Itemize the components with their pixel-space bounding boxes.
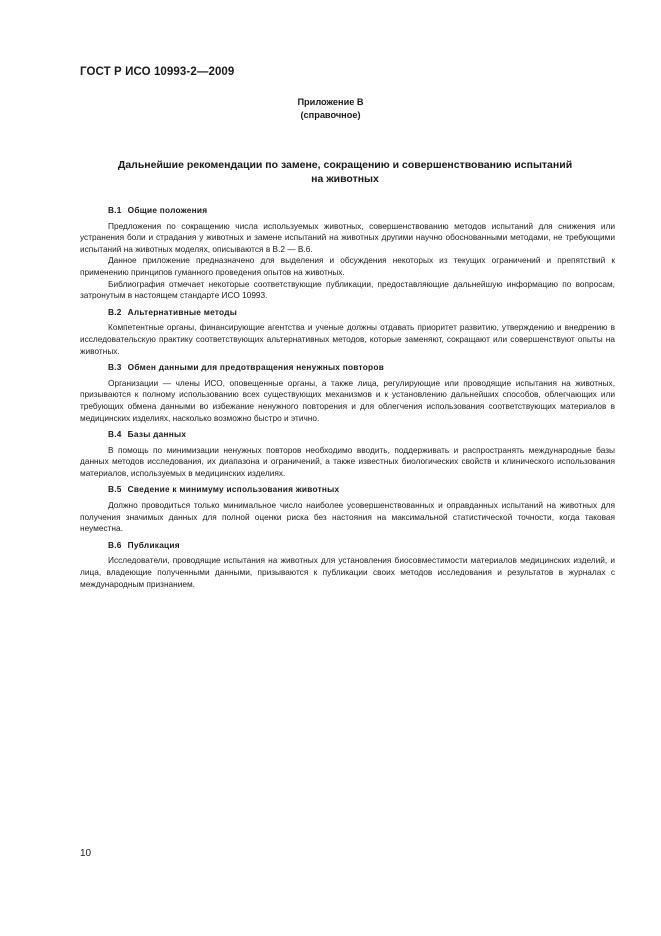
main-title-line-2: на животных — [311, 173, 379, 185]
section-number: В.5 — [108, 484, 122, 495]
section-number: В.6 — [108, 539, 122, 550]
page-number: 10 — [80, 848, 92, 859]
section-b4 — [80, 429, 615, 479]
section-number: В.1 — [108, 205, 122, 215]
page-header: ГОСТ Р ИСО 10993-2—2009 — [80, 66, 235, 78]
section-title-text: Базы данных — [127, 429, 187, 440]
annex-type: (справочное) — [300, 110, 361, 120]
section-title — [80, 362, 615, 374]
paragraph: Должно проводиться только минимальное число наиболее усовершенствованных и оправданных испытаний на животных для получения значимых данных для полной оценки риска без настояния на максимальной статистической точности, когда таковая неуместна. — [80, 500, 615, 534]
body-content — [80, 205, 615, 595]
section-title-text: Сведение к минимуму использования животных — [127, 484, 340, 495]
section-title — [80, 429, 615, 441]
main-title-line-1: Дальнейшие рекомендации по замене, сокращению и совершенствованию испытаний — [117, 159, 573, 171]
section-b1 — [80, 205, 615, 302]
section-title-text: Общие положения — [127, 205, 208, 215]
section-title — [80, 307, 615, 319]
section-title-text: Обмен данными для предотвращения ненужных повторов — [127, 362, 385, 373]
section-title — [80, 205, 615, 217]
annex-heading — [0, 96, 661, 122]
paragraph: Данное приложение предназначено для выделения и обсуждения некоторых из текущих ограничений и препятствий к применению принципов гуманного проведения опытов на животных. — [80, 255, 615, 277]
paragraph: Исследователи, проводящие испытания на животных для установления биосовместимости материалов медицинских изделий, и лица, владеющие полученными данными, призываются к публикации своих методов исследования и результатов в журналах с международным признанием. — [80, 555, 615, 589]
section-number: В.2 — [108, 306, 122, 317]
section-number: В.4 — [108, 429, 122, 440]
section-b2 — [80, 307, 615, 357]
section-b3 — [80, 362, 615, 424]
section-b5 — [80, 484, 615, 534]
section-title — [80, 484, 615, 496]
annex-label: Приложение В — [297, 97, 364, 107]
section-title-text: Публикация — [127, 539, 180, 550]
paragraph: Предложения по сокращению числа используемых животных, совершенствованию методов испытаний для снижения или устранения боли и страдания у животных и замене испытаний на животных другими научно обоснованными методами, не требующими испытаний на животных моделях, описываются в В.2 — В.6. — [80, 220, 615, 254]
section-b6 — [80, 540, 615, 590]
paragraph: Организации — члены ИСО, оповещенные органы, а также лица, регулирующие или проводящие испытания на животных, призываются к полному использованию всех существующих механизмов и к установлению дальнейших способов, облегчающих или требующих обмена данными во избежание ненужного повторения и для облегчения использования соответствующих материалов в медицинских изделиях, насколько возможно быстро и этично. — [80, 377, 615, 423]
paragraph: В помощь по минимизации ненужных повторов необходимо вводить, поддерживать и распространять международные базы данных методов исследования, их диапазона и ограничений, а также известных биологических свойств и клинического использования материалов, используемых в медицинских изделиях. — [80, 444, 615, 478]
section-number: В.3 — [108, 362, 122, 373]
paragraph: Компетентные органы, финансирующие агентства и ученые должны отдавать приоритет развитию, утверждению и внедрению в исследовательскую практику соответствующих альтернативных методов, которые заменяют, сокращают или совершенствуют опыты на животных. — [80, 322, 615, 356]
main-title — [95, 158, 595, 186]
section-title — [80, 540, 615, 552]
paragraph: Библиография отмечает некоторые соответствующие публикации, предоставляющие дальнейшую информацию по вопросам, затронутым в настоящем стандарте ИСО 10993. — [80, 278, 615, 301]
section-title-text: Альтернативные методы — [127, 306, 238, 317]
